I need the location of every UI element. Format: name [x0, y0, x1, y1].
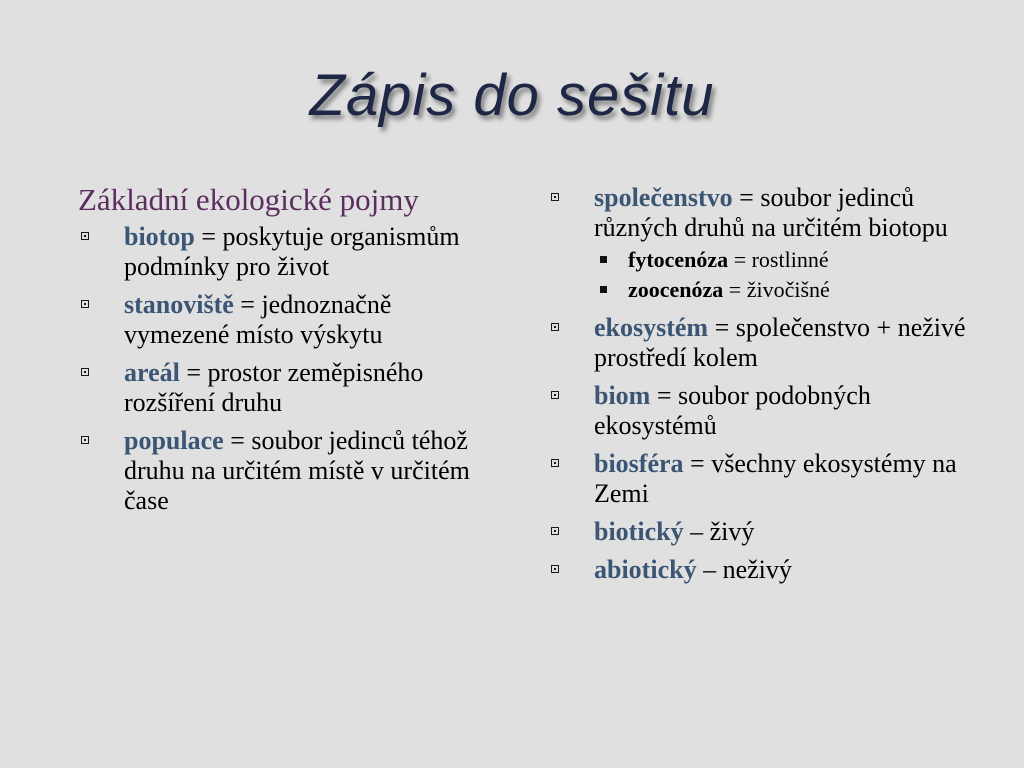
list-item-populace	[78, 426, 488, 516]
square-bullet-icon	[81, 300, 89, 308]
square-bullet-icon	[81, 232, 89, 240]
definition-biosfera: = všechny ekosystémy na Zemi	[594, 449, 957, 508]
right-term-list	[548, 183, 988, 585]
term-populace: populace	[124, 426, 224, 455]
square-bullet-icon	[551, 391, 559, 399]
definition-stanoviste: = jednoznačně vymezené místo výskytu	[124, 290, 392, 349]
definition-abioticky: – neživý	[696, 555, 792, 584]
definition-fytocenoza: = rostlinné	[728, 247, 829, 272]
square-bullet-icon	[81, 368, 89, 376]
filled-square-bullet-icon	[600, 256, 607, 263]
sub-item-fytocenoza	[594, 245, 988, 275]
term-abioticky: abiotický	[594, 555, 697, 584]
term-biom: biom	[594, 381, 651, 410]
filled-square-bullet-icon	[600, 286, 607, 293]
term-areal: areál	[124, 358, 180, 387]
list-item-spolecenstvo	[548, 183, 988, 305]
list-item-stanoviste	[78, 290, 488, 350]
list-item-abiotic	[548, 555, 988, 585]
definition-bioticky: – živý	[683, 517, 755, 546]
list-item-biotop	[78, 222, 488, 282]
slide-title: Zápis do sešitu	[309, 63, 715, 128]
term-spolecenstvo: společenstvo	[594, 183, 733, 212]
term-zoocenoza: zoocenóza	[628, 277, 724, 302]
list-item-areal	[78, 358, 488, 418]
definition-biotop: = poskytuje organismům podmínky pro život	[124, 222, 460, 281]
definition-ekosystem: = společenstvo + neživé prostředí kolem	[594, 313, 966, 372]
term-fytocenoza: fytocenóza	[628, 247, 729, 272]
term-biotop: biotop	[124, 222, 195, 251]
right-column	[548, 183, 988, 593]
term-ekosystem: ekosystém	[594, 313, 709, 342]
square-bullet-icon	[551, 527, 559, 535]
term-bioticky: biotický	[594, 517, 684, 546]
square-bullet-icon	[551, 565, 559, 573]
definition-biom: = soubor podobných ekosystémů	[594, 381, 871, 440]
definition-areal: = prostor zeměpisného rozšíření druhu	[124, 358, 424, 417]
sub-list	[594, 245, 988, 305]
sub-item-zoocenoza	[594, 275, 988, 305]
list-item-biosfera	[548, 449, 988, 509]
definition-populace: = soubor jedinců téhož druhu na určitém místě v určitém čase	[124, 426, 470, 515]
section-heading: Základní ekologické pojmy	[78, 182, 419, 217]
square-bullet-icon	[551, 323, 559, 331]
list-item-biom	[548, 381, 988, 441]
square-bullet-icon	[81, 436, 89, 444]
term-biosfera: biosféra	[594, 449, 684, 478]
left-term-list	[78, 222, 488, 516]
list-item-biotic	[548, 517, 988, 547]
term-stanoviste: stanoviště	[124, 290, 234, 319]
list-item-ekosystem	[548, 313, 988, 373]
definition-zoocenoza: = živočišné	[723, 277, 830, 302]
definition-spolecenstvo: = soubor jedinců různých druhů na určitém biotopu	[594, 183, 948, 242]
left-column	[78, 183, 488, 524]
square-bullet-icon	[551, 459, 559, 467]
square-bullet-icon	[551, 193, 559, 201]
